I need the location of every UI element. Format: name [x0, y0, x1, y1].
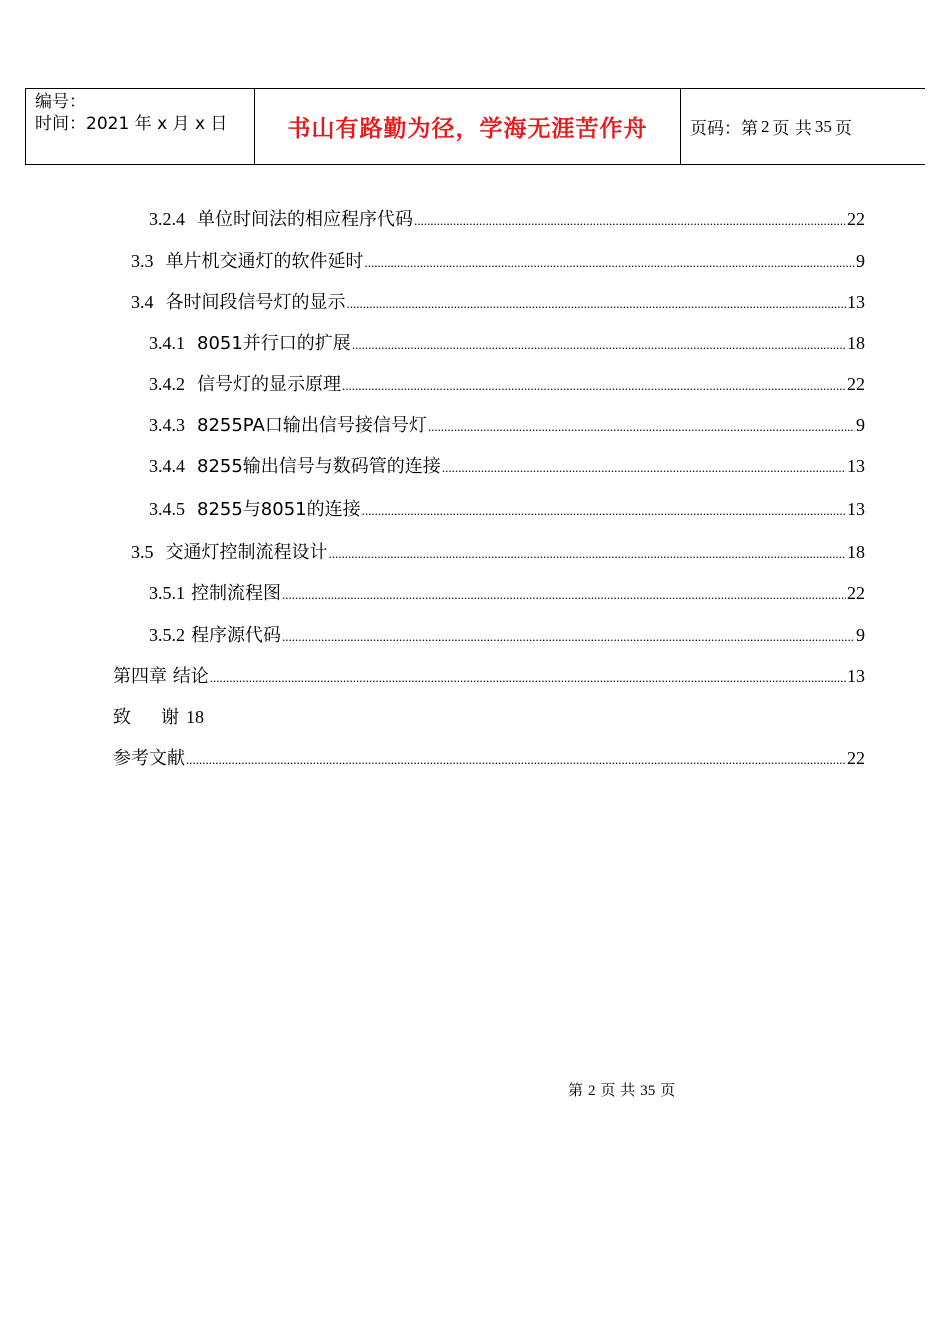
toc-entry[interactable]: [149, 411, 865, 435]
toc-leader: [342, 378, 846, 394]
toc-entry[interactable]: [149, 205, 865, 229]
toc-title: 信号灯的显示原理: [197, 374, 341, 395]
toc-leader: [347, 296, 847, 312]
toc-leader: [282, 587, 846, 603]
toc-title: 程序源代码: [191, 625, 281, 646]
toc-page: 9: [856, 251, 865, 271]
toc-page: 22: [847, 374, 865, 394]
header-page-current: 2: [761, 116, 770, 136]
toc-entry-acknowledgement[interactable]: [113, 703, 204, 729]
toc-entry[interactable]: [149, 621, 865, 645]
toc-number: 3.4.4: [149, 456, 185, 476]
toc-title: 单片机交通灯的软件延时: [165, 251, 364, 272]
toc-leader: [365, 255, 856, 271]
toc-page: 22: [847, 583, 865, 603]
toc-page: 18: [847, 542, 865, 562]
ack-char-1: 致: [113, 707, 131, 728]
header-page-mid: 页 共: [772, 119, 812, 139]
toc-number: 3.5.2: [149, 625, 185, 645]
toc-number: 3.4.3: [149, 415, 185, 435]
header-meta: [26, 89, 255, 164]
toc-entry[interactable]: [149, 579, 865, 603]
header-page-total: 35: [814, 116, 832, 136]
toc-title: 单位时间法的相应程序代码: [197, 209, 413, 230]
ack-page: 18: [186, 707, 204, 727]
toc-page: 9: [856, 625, 865, 645]
toc-page: 13: [847, 456, 865, 476]
footer-prefix: 第: [568, 1081, 584, 1099]
toc-title: 8255PA口输出信号接信号灯: [197, 415, 427, 436]
toc-entry[interactable]: [131, 288, 865, 312]
footer-mid: 页 共: [600, 1081, 636, 1099]
toc-number: 3.4.5: [149, 499, 185, 519]
toc-entry[interactable]: [149, 370, 865, 394]
toc-leader: [186, 752, 846, 768]
toc-title: 8255输出信号与数码管的连接: [197, 456, 441, 477]
toc-entry[interactable]: [113, 744, 865, 768]
header-page-suffix: 页: [834, 119, 852, 139]
toc-entry[interactable]: [149, 329, 865, 353]
toc-page: 9: [856, 415, 865, 435]
toc-number: 3.5: [131, 542, 154, 562]
footer-suffix: 页: [660, 1081, 676, 1099]
toc-entry[interactable]: [131, 538, 865, 562]
toc-leader: [414, 213, 846, 229]
toc-number: 3.2.4: [149, 209, 185, 229]
toc-leader: [329, 546, 847, 562]
toc-page: 18: [847, 333, 865, 353]
toc-entry[interactable]: [131, 247, 865, 271]
toc-page: 13: [847, 499, 865, 519]
toc-leader: [210, 670, 846, 686]
toc-leader: [428, 419, 855, 435]
toc-leader: [362, 503, 846, 519]
toc-title: 参考文献: [113, 748, 185, 769]
toc-number: 3.5.1: [149, 583, 185, 603]
toc-leader: [282, 629, 855, 645]
toc-title: 控制流程图: [191, 583, 281, 604]
toc-number: 3.4.1: [149, 333, 185, 353]
toc-title: 交通灯控制流程设计: [165, 542, 328, 563]
header-motto: 书山有路勤为径，学海无涯苦作舟: [255, 89, 681, 164]
header-page-prefix: 页码：第: [690, 119, 758, 139]
toc-page: 13: [847, 666, 865, 686]
header-page-info: [681, 89, 925, 164]
toc-title: 第四章 结论: [113, 666, 209, 687]
toc-title: 8051并行口的扩展: [197, 333, 351, 354]
toc-page: 22: [847, 748, 865, 768]
time-label: 时间：2021 年 x 月 x 日: [35, 114, 228, 134]
footer-total: 35: [640, 1083, 656, 1099]
toc-page: 13: [847, 292, 865, 312]
ack-char-2: 谢: [161, 707, 179, 728]
page-header: [25, 88, 925, 165]
page-footer: [568, 1079, 675, 1100]
toc-number: 3.4: [131, 292, 154, 312]
toc-leader: [442, 460, 846, 476]
toc-title: 8255与8051的连接: [197, 499, 361, 520]
toc-leader: [352, 337, 846, 353]
toc-page: 22: [847, 209, 865, 229]
toc-title: 各时间段信号灯的显示: [165, 292, 346, 313]
toc-number: 3.3: [131, 251, 154, 271]
toc-entry[interactable]: [149, 452, 865, 476]
footer-current: 2: [588, 1083, 596, 1099]
toc-number: 3.4.2: [149, 374, 185, 394]
toc-entry[interactable]: [113, 662, 865, 686]
toc-entry[interactable]: [149, 495, 865, 519]
number-label: 编号：: [35, 92, 86, 112]
